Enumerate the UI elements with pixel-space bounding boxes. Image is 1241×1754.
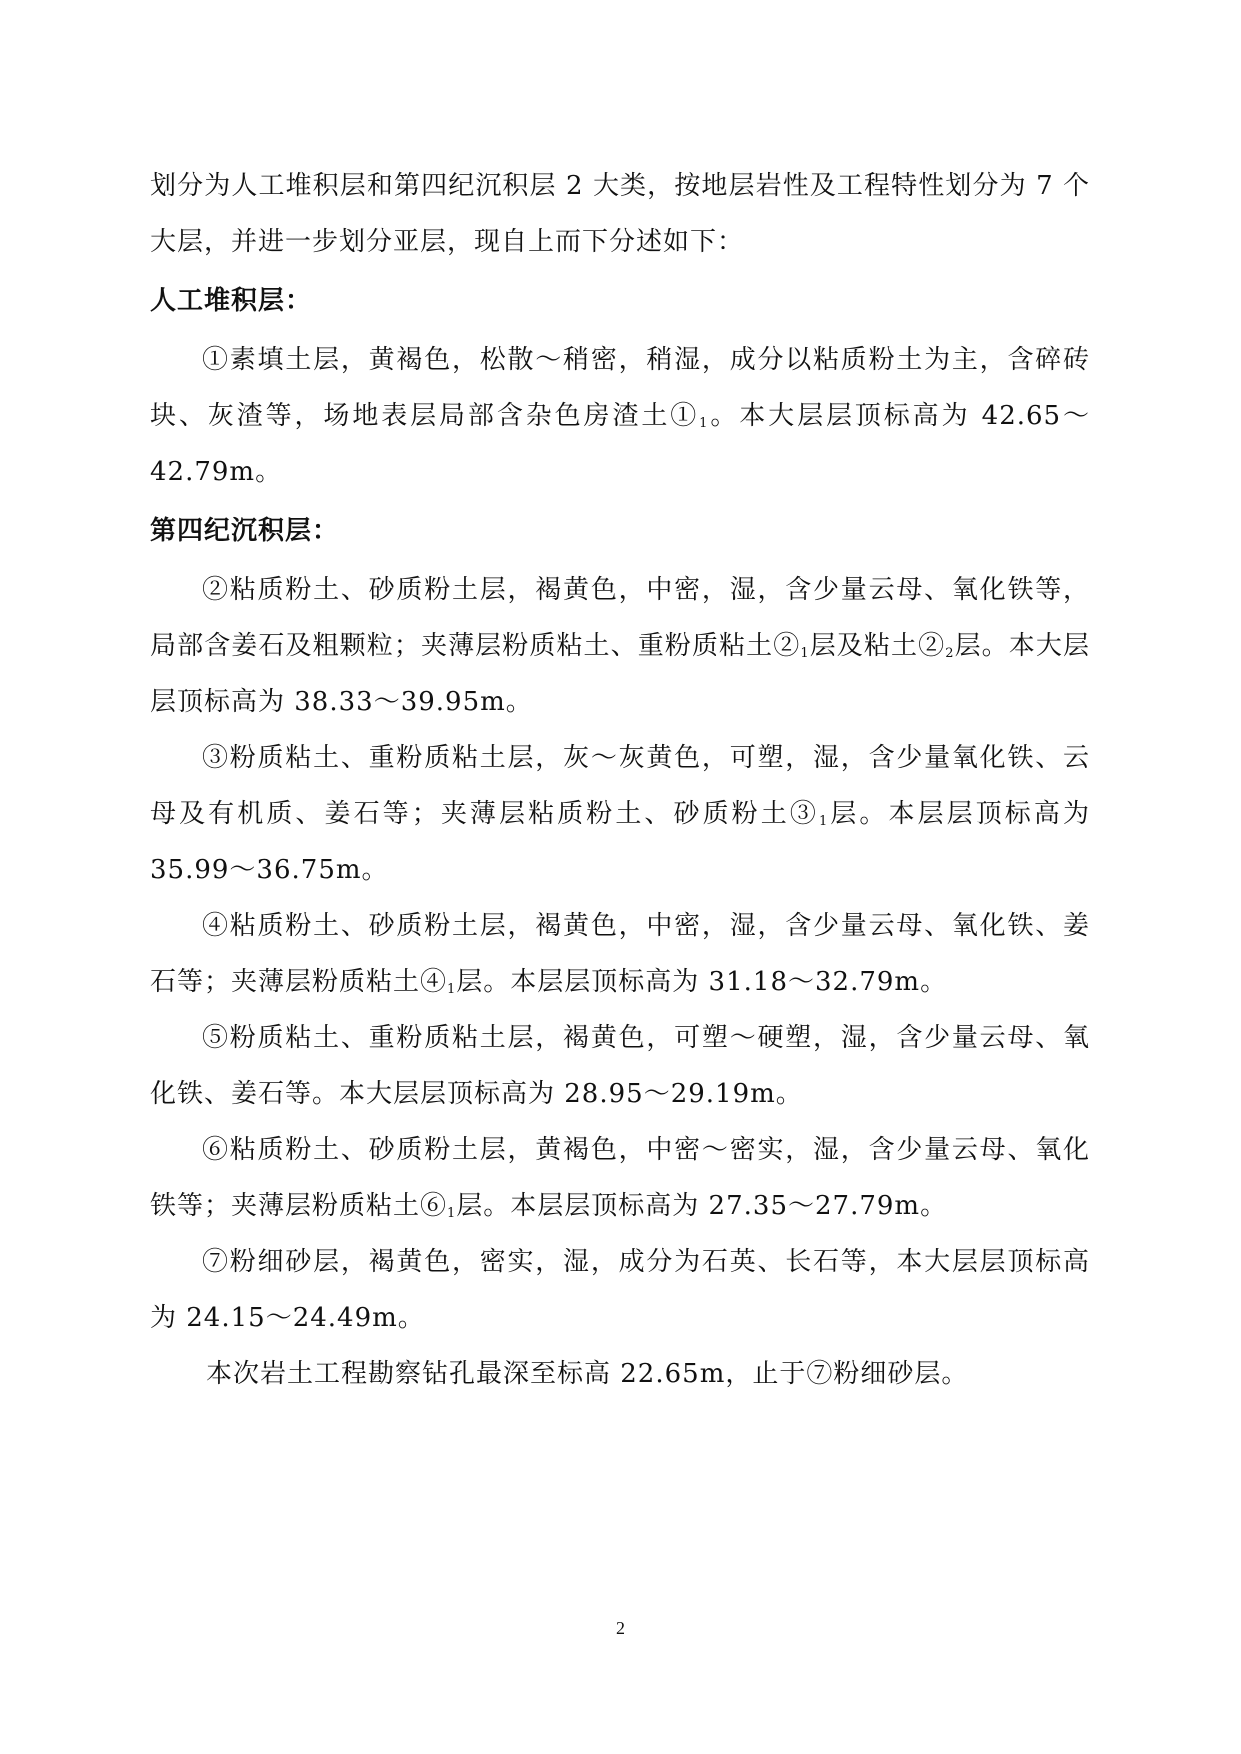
layer-1-text-b: 。本大层层顶标高为 42.65～42.79m。 bbox=[150, 401, 1090, 487]
layer-6-text-a: ⑥粘质粉土、砂质粉土层，黄褐色，中密～密实，湿，含少量云母、氧化铁等；夹薄层粉质粘土⑥ bbox=[150, 1135, 1090, 1221]
conclusion-paragraph: 本次岩土工程勘察钻孔最深至标高 22.65m，止于⑦粉细砂层。 bbox=[206, 1359, 969, 1389]
layer-1-text-a: ①素填土层，黄褐色，松散～稍密，稍湿，成分以粘质粉土为主，含碎砖块、灰渣等，场地表层局部含杂色房渣土① bbox=[150, 345, 1090, 431]
layer-1-subscript: 1 bbox=[699, 416, 709, 431]
document-body bbox=[150, 158, 1090, 1402]
section-heading-quaternary: 第四纪沉积层： bbox=[150, 516, 340, 546]
layer-3-text-b: 层。本层层顶标高为 35.99～36.75m。 bbox=[150, 799, 1090, 885]
section-heading-artificial: 人工堆积层： bbox=[150, 286, 313, 316]
layer-5-paragraph: ⑤粉质粘土、重粉质粘土层，褐黄色，可塑～硬塑，湿，含少量云母、氧化铁、姜石等。本大层层顶标高为 28.95～29.19m。 bbox=[150, 1023, 1090, 1109]
layer-4-paragraph bbox=[150, 898, 1090, 1010]
layer-2-paragraph bbox=[150, 562, 1090, 730]
layer-2-text-b: 层及粘土② bbox=[809, 631, 946, 661]
layer-6-subscript: 1 bbox=[447, 1206, 457, 1221]
layer-4-text-a: ④粘质粉土、砂质粉土层，褐黄色，中密，湿，含少量云母、氧化铁、姜石等；夹薄层粉质粘土④ bbox=[150, 911, 1090, 997]
intro-paragraph: 划分为人工堆积层和第四纪沉积层 2 大类，按地层岩性及工程特性划分为 7 个大层，并进一步划分亚层，现自上而下分述如下： bbox=[150, 171, 1090, 257]
layer-2-subscript-2: 2 bbox=[945, 646, 955, 661]
layer-6-text-b: 层。本层层顶标高为 27.35～27.79m。 bbox=[456, 1191, 948, 1221]
layer-2-text-c: 层。本大层层顶标高为 38.33～39.95m。 bbox=[150, 631, 1090, 717]
layer-1-paragraph bbox=[150, 332, 1090, 500]
layer-3-paragraph bbox=[150, 730, 1090, 898]
layer-6-paragraph bbox=[150, 1122, 1090, 1234]
layer-3-subscript: 1 bbox=[818, 814, 829, 829]
page-number: 2 bbox=[616, 1618, 625, 1638]
layer-2-subscript-1: 1 bbox=[800, 646, 810, 661]
layer-7-paragraph: ⑦粉细砂层，褐黄色，密实，湿，成分为石英、长石等，本大层层顶标高为 24.15～24.49m。 bbox=[150, 1247, 1090, 1333]
layer-3-text-a: ③粉质粘土、重粉质粘土层，灰～灰黄色，可塑，湿，含少量氧化铁、云母及有机质、姜石等；夹薄层粘质粉土、砂质粉土③ bbox=[150, 743, 1090, 829]
layer-4-text-b: 层。本层层顶标高为 31.18～32.79m。 bbox=[456, 967, 948, 997]
layer-2-text-a: ②粘质粉土、砂质粉土层，褐黄色，中密，湿，含少量云母、氧化铁等，局部含姜石及粗颗粒；夹薄层粉质粘土、重粉质粘土② bbox=[150, 575, 1090, 661]
layer-4-subscript: 1 bbox=[447, 982, 457, 997]
